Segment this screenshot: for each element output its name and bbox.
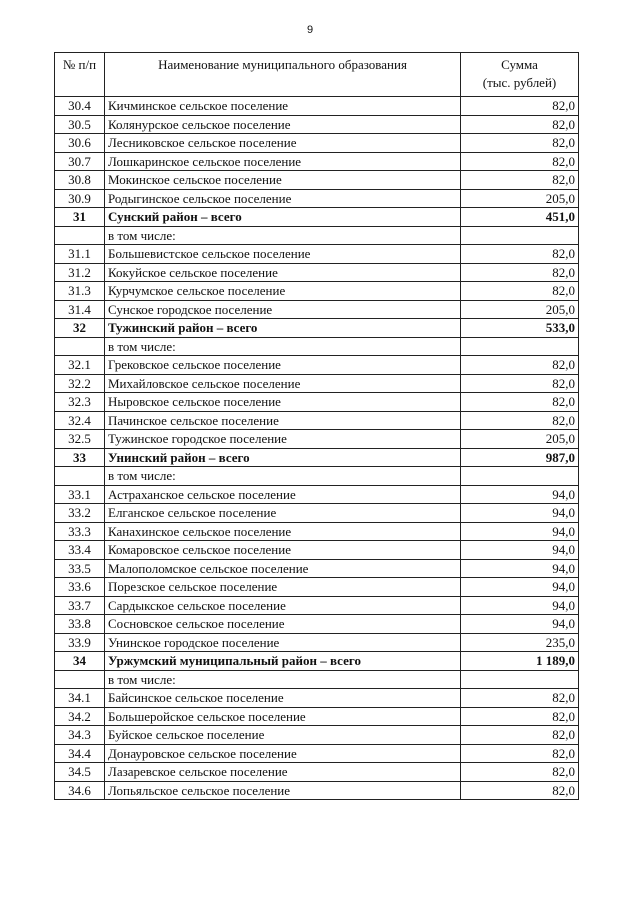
row-number: 30.8 xyxy=(55,171,105,190)
table-row xyxy=(55,374,579,393)
row-number: 33.8 xyxy=(55,615,105,634)
table-row xyxy=(55,282,579,301)
row-name: Сардыкское сельское поселение xyxy=(105,596,461,615)
row-sum: 82,0 xyxy=(461,171,579,190)
table-row xyxy=(55,115,579,134)
table-row xyxy=(55,263,579,282)
row-name: Астраханское сельское поселение xyxy=(105,485,461,504)
row-sum: 82,0 xyxy=(461,411,579,430)
row-sum: 82,0 xyxy=(461,763,579,782)
row-sum: 94,0 xyxy=(461,485,579,504)
row-name: Уржумский муниципальный район – всего xyxy=(105,652,461,671)
row-number xyxy=(55,226,105,245)
row-number: 30.9 xyxy=(55,189,105,208)
row-number: 30.7 xyxy=(55,152,105,171)
header-name: Наименование муниципального образования xyxy=(105,53,461,97)
row-number: 31.2 xyxy=(55,263,105,282)
row-name: в том числе: xyxy=(105,226,461,245)
row-name: Байсинское сельское поселение xyxy=(105,689,461,708)
row-sum: 205,0 xyxy=(461,430,579,449)
table-row xyxy=(55,689,579,708)
row-sum: 82,0 xyxy=(461,374,579,393)
row-name: Унинское городское поселение xyxy=(105,633,461,652)
row-number: 31.4 xyxy=(55,300,105,319)
row-number: 32.4 xyxy=(55,411,105,430)
table-row xyxy=(55,393,579,412)
table-row xyxy=(55,134,579,153)
table-row xyxy=(55,300,579,319)
row-number xyxy=(55,337,105,356)
row-sum xyxy=(461,467,579,486)
table-row xyxy=(55,448,579,467)
table-row xyxy=(55,430,579,449)
row-sum: 82,0 xyxy=(461,781,579,800)
row-number: 34.2 xyxy=(55,707,105,726)
table-row xyxy=(55,670,579,689)
row-name: Пачинское сельское поселение xyxy=(105,411,461,430)
row-sum: 82,0 xyxy=(461,726,579,745)
row-name: Унинский район – всего xyxy=(105,448,461,467)
row-sum: 82,0 xyxy=(461,263,579,282)
row-number: 33.2 xyxy=(55,504,105,523)
row-name: Порезское сельское поселение xyxy=(105,578,461,597)
table-row xyxy=(55,744,579,763)
row-name: Лошкаринское сельское поселение xyxy=(105,152,461,171)
row-sum: 94,0 xyxy=(461,504,579,523)
row-number: 32 xyxy=(55,319,105,338)
table-row xyxy=(55,726,579,745)
table-row xyxy=(55,596,579,615)
row-number: 31 xyxy=(55,208,105,227)
row-number: 33.3 xyxy=(55,522,105,541)
table-row xyxy=(55,707,579,726)
row-sum: 94,0 xyxy=(461,559,579,578)
row-sum: 205,0 xyxy=(461,300,579,319)
row-number: 33.6 xyxy=(55,578,105,597)
row-number: 30.5 xyxy=(55,115,105,134)
row-number xyxy=(55,670,105,689)
table-row xyxy=(55,152,579,171)
row-sum: 82,0 xyxy=(461,134,579,153)
row-name: Колянурское сельское поселение xyxy=(105,115,461,134)
row-name: Тужинское городское поселение xyxy=(105,430,461,449)
table-row xyxy=(55,652,579,671)
table-row xyxy=(55,171,579,190)
row-sum: 82,0 xyxy=(461,356,579,375)
budget-table xyxy=(54,52,579,800)
row-number: 30.4 xyxy=(55,97,105,116)
row-name: Буйское сельское поселение xyxy=(105,726,461,745)
row-sum: 82,0 xyxy=(461,245,579,264)
row-name: Лесниковское сельское поселение xyxy=(105,134,461,153)
header-sum xyxy=(461,53,579,97)
row-name: Михайловское сельское поселение xyxy=(105,374,461,393)
row-name: Большевистское сельское поселение xyxy=(105,245,461,264)
row-sum: 82,0 xyxy=(461,393,579,412)
table-row xyxy=(55,411,579,430)
header-num: № п/п xyxy=(55,53,105,97)
table-row xyxy=(55,226,579,245)
row-sum: 82,0 xyxy=(461,152,579,171)
row-number: 33.7 xyxy=(55,596,105,615)
row-number: 34.1 xyxy=(55,689,105,708)
table-row xyxy=(55,245,579,264)
row-sum: 82,0 xyxy=(461,115,579,134)
row-sum: 82,0 xyxy=(461,97,579,116)
row-number: 34.6 xyxy=(55,781,105,800)
header-sum-line2: (тыс. рублей) xyxy=(482,75,557,90)
row-name: Комаровское сельское поселение xyxy=(105,541,461,560)
row-sum: 533,0 xyxy=(461,319,579,338)
row-sum xyxy=(461,670,579,689)
row-number: 33.9 xyxy=(55,633,105,652)
row-sum: 987,0 xyxy=(461,448,579,467)
row-name: в том числе: xyxy=(105,670,461,689)
row-sum: 94,0 xyxy=(461,578,579,597)
table-row xyxy=(55,522,579,541)
row-name: Мокинское сельское поселение xyxy=(105,171,461,190)
row-number: 34.3 xyxy=(55,726,105,745)
row-sum: 94,0 xyxy=(461,615,579,634)
table-row xyxy=(55,467,579,486)
row-name: Елганское сельское поселение xyxy=(105,504,461,523)
row-sum: 82,0 xyxy=(461,689,579,708)
row-name: Сунское городское поселение xyxy=(105,300,461,319)
table-body xyxy=(55,97,579,800)
table-header xyxy=(55,53,579,97)
row-number: 31.1 xyxy=(55,245,105,264)
row-sum: 82,0 xyxy=(461,707,579,726)
row-sum: 94,0 xyxy=(461,541,579,560)
row-number: 34.4 xyxy=(55,744,105,763)
row-sum xyxy=(461,337,579,356)
row-name: Кокуйское сельское поселение xyxy=(105,263,461,282)
table-row xyxy=(55,541,579,560)
row-sum: 82,0 xyxy=(461,282,579,301)
row-number: 33.5 xyxy=(55,559,105,578)
table-row xyxy=(55,578,579,597)
header-sum-line1: Сумма xyxy=(501,57,538,72)
row-number: 32.3 xyxy=(55,393,105,412)
row-sum: 94,0 xyxy=(461,522,579,541)
row-number xyxy=(55,467,105,486)
row-number: 31.3 xyxy=(55,282,105,301)
row-number: 33.4 xyxy=(55,541,105,560)
row-name: Курчумское сельское поселение xyxy=(105,282,461,301)
row-name: Донауровское сельское поселение xyxy=(105,744,461,763)
table-row xyxy=(55,781,579,800)
row-name: Сунский район – всего xyxy=(105,208,461,227)
row-number: 30.6 xyxy=(55,134,105,153)
row-number: 33 xyxy=(55,448,105,467)
row-number: 32.5 xyxy=(55,430,105,449)
table-row xyxy=(55,319,579,338)
row-name: Канахинское сельское поселение xyxy=(105,522,461,541)
row-sum: 451,0 xyxy=(461,208,579,227)
row-sum: 1 189,0 xyxy=(461,652,579,671)
row-name: Сосновское сельское поселение xyxy=(105,615,461,634)
row-number: 34.5 xyxy=(55,763,105,782)
table-row xyxy=(55,615,579,634)
table-row xyxy=(55,633,579,652)
row-number: 32.1 xyxy=(55,356,105,375)
row-name: Грековское сельское поселение xyxy=(105,356,461,375)
row-name: Кичминское сельское поселение xyxy=(105,97,461,116)
row-sum: 205,0 xyxy=(461,189,579,208)
row-sum: 82,0 xyxy=(461,744,579,763)
row-number: 34 xyxy=(55,652,105,671)
row-number: 32.2 xyxy=(55,374,105,393)
row-name: в том числе: xyxy=(105,467,461,486)
table-row xyxy=(55,189,579,208)
table-row xyxy=(55,559,579,578)
row-sum: 235,0 xyxy=(461,633,579,652)
row-name: Ныровское сельское поселение xyxy=(105,393,461,412)
table-row xyxy=(55,337,579,356)
table-row xyxy=(55,208,579,227)
row-name: Лопьяльское сельское поселение xyxy=(105,781,461,800)
row-number: 33.1 xyxy=(55,485,105,504)
table-row xyxy=(55,485,579,504)
page-number: 9 xyxy=(306,24,314,36)
row-name: Малополомское сельское поселение xyxy=(105,559,461,578)
row-name: Большеройское сельское поселение xyxy=(105,707,461,726)
row-sum xyxy=(461,226,579,245)
row-name: Тужинский район – всего xyxy=(105,319,461,338)
row-name: Родыгинское сельское поселение xyxy=(105,189,461,208)
table-row xyxy=(55,763,579,782)
row-name: в том числе: xyxy=(105,337,461,356)
row-name: Лазаревское сельское поселение xyxy=(105,763,461,782)
row-sum: 94,0 xyxy=(461,596,579,615)
header-row xyxy=(55,53,579,97)
table-row xyxy=(55,356,579,375)
table-row xyxy=(55,97,579,116)
table-row xyxy=(55,504,579,523)
